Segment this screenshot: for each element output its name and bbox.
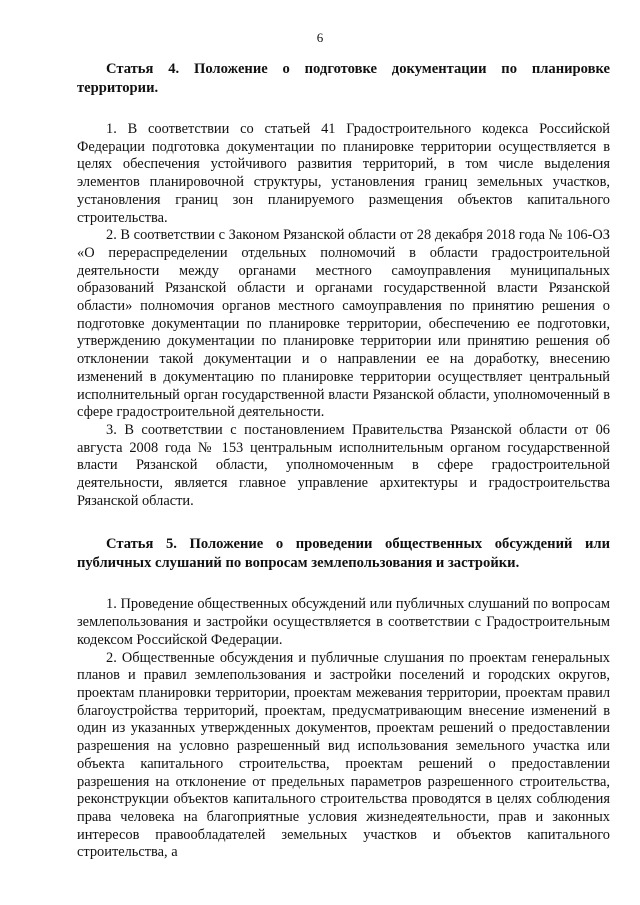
article-4-heading: Статья 4. Положение о подготовке документации по планировке территории.	[77, 61, 610, 96]
article-4-paragraph-3: 3. В соответствии с постановлением Правительства Рязанской области от 06 августа 2008 года № 153 центральным исполнительным органом государственной власти Рязанской области, уполномоченным в сфере градостроительной деятельности, является главное управление архитектуры и градостроительства Рязанской области.	[77, 421, 610, 509]
document-body	[77, 60, 610, 862]
page-number: 6	[316, 30, 324, 45]
article-5-paragraph-2: 2. Общественные обсуждения и публичные слушания по проектам генеральных планов и правил землепользования и застройки поселений и городских округов, проектам планировки территории, проектам межевания территории, проектам правил благоустройства территорий, проектам, предусматривающим внесение изменений в один из указанных утвержденных документов, проектам решений о предоставлении разрешения на условно разрешенный вид использования земельного участка или объекта капитального строительства, проектам решений о предоставлении разрешения на отклонение от предельных параметров разрешенного строительства, реконструкции объектов капитального строительства проводятся в целях соблюдения права человека на благоприятные условия жизнедеятельности, прав и законных интересов правообладателей земельных участков и объектов капитального строительства, а	[77, 649, 610, 861]
article-4-paragraph-1: 1. В соответствии со статьей 41 Градостроительного кодекса Российской Федерации подготовка документации по планировке территории осуществляется в целях обеспечения устойчивого развития территорий, в том числе выделения элементов планировочной структуры, установления границ земельных участков, установления границ зон планируемого размещения объектов капитального строительства.	[77, 121, 610, 226]
article-5-heading: Статья 5. Положение о проведении общественных обсуждений или публичных слушаний по вопросам землепользования и застройки.	[77, 536, 610, 571]
article-5-paragraph-1: 1. Проведение общественных обсуждений или публичных слушаний по вопросам землепользования и застройки осуществляется в соответствии с Градостроительным кодексом Российской Федерации.	[77, 596, 610, 648]
article-4-paragraph-2: 2. В соответствии с Законом Рязанской области от 28 декабря 2018 года № 106-ОЗ «О перераспределении отдельных полномочий в области градостроительной деятельности между органами местного самоуправления муниципальных образований Рязанской области и органами государственной власти Рязанской области» полномочия органов местного самоуправления по принятию решения о подготовке документации по планировке территории, обеспечению ее подготовки, утверждению документации по планировке территории или принятию решения об отклонении такой документации и о направлении ее на доработку, внесению изменений в документацию по планировке территории осуществляет центральный исполнительный орган государственной власти Рязанской области, уполномоченный в сфере градостроительной деятельности.	[77, 227, 610, 421]
